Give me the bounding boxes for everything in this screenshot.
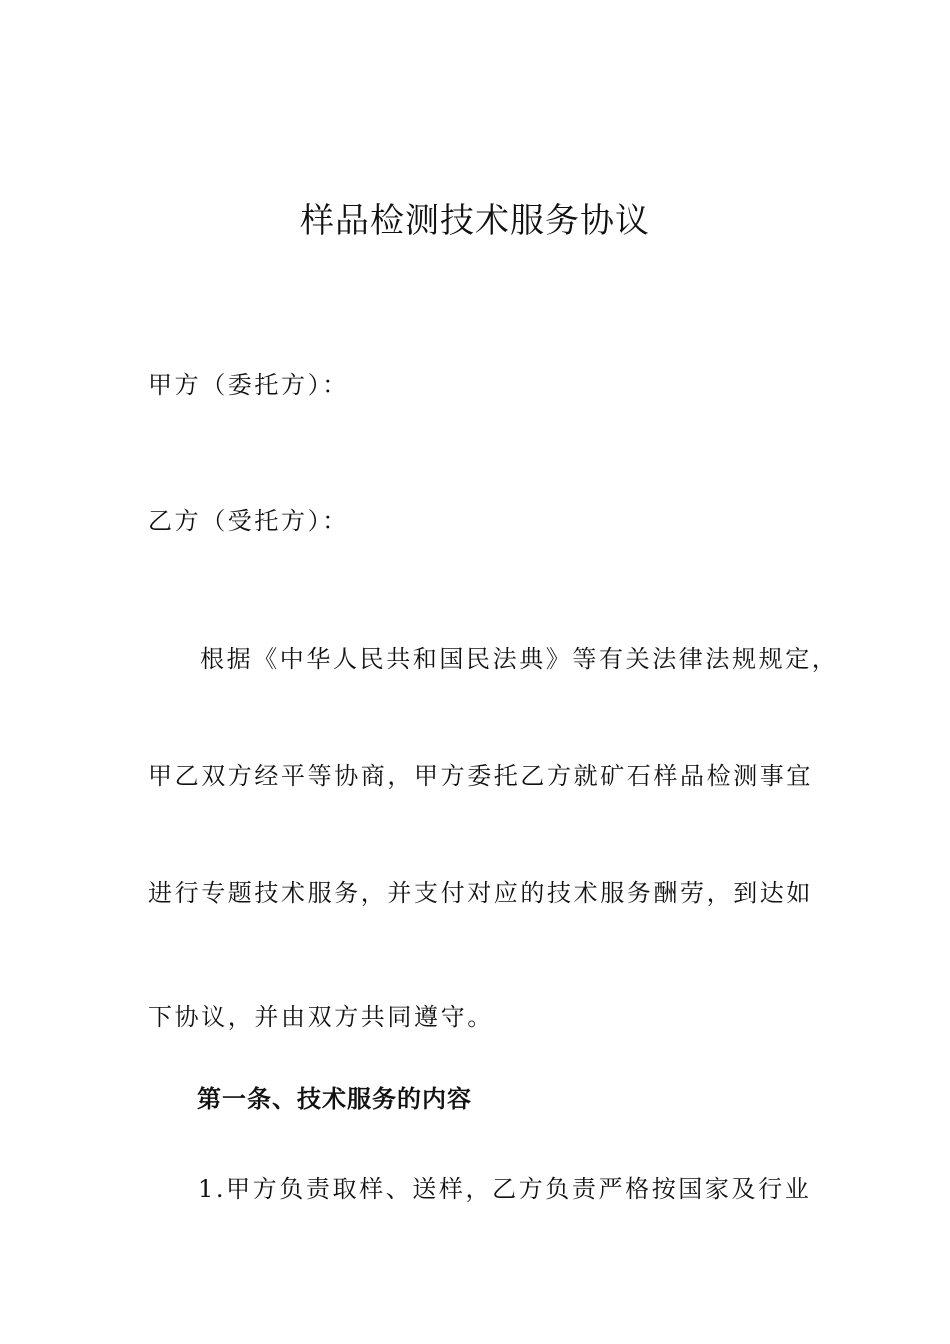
preamble-line-2: 甲乙双方经平等协商，甲方委托乙方就矿石样品检测事宜 (148, 762, 813, 790)
article-1-item-1: 1.甲方负责取样、送样，乙方负责严格按国家及行业 (198, 1175, 812, 1203)
preamble-line-1: 根据《中华人民共和国民法典》等有关法律法规规定， (200, 645, 839, 673)
party-a-label: 甲方（委托方）： (148, 371, 349, 399)
preamble-line-4: 下协议，并由双方共同遵守。 (148, 1003, 494, 1031)
article-1-heading: 第一条、技术服务的内容 (197, 1084, 472, 1113)
document-title: 样品检测技术服务协议 (300, 200, 650, 241)
party-b-label: 乙方（受托方）： (148, 507, 349, 535)
preamble-line-3: 进行专题技术服务，并支付对应的技术服务酬劳，到达如 (148, 879, 813, 907)
